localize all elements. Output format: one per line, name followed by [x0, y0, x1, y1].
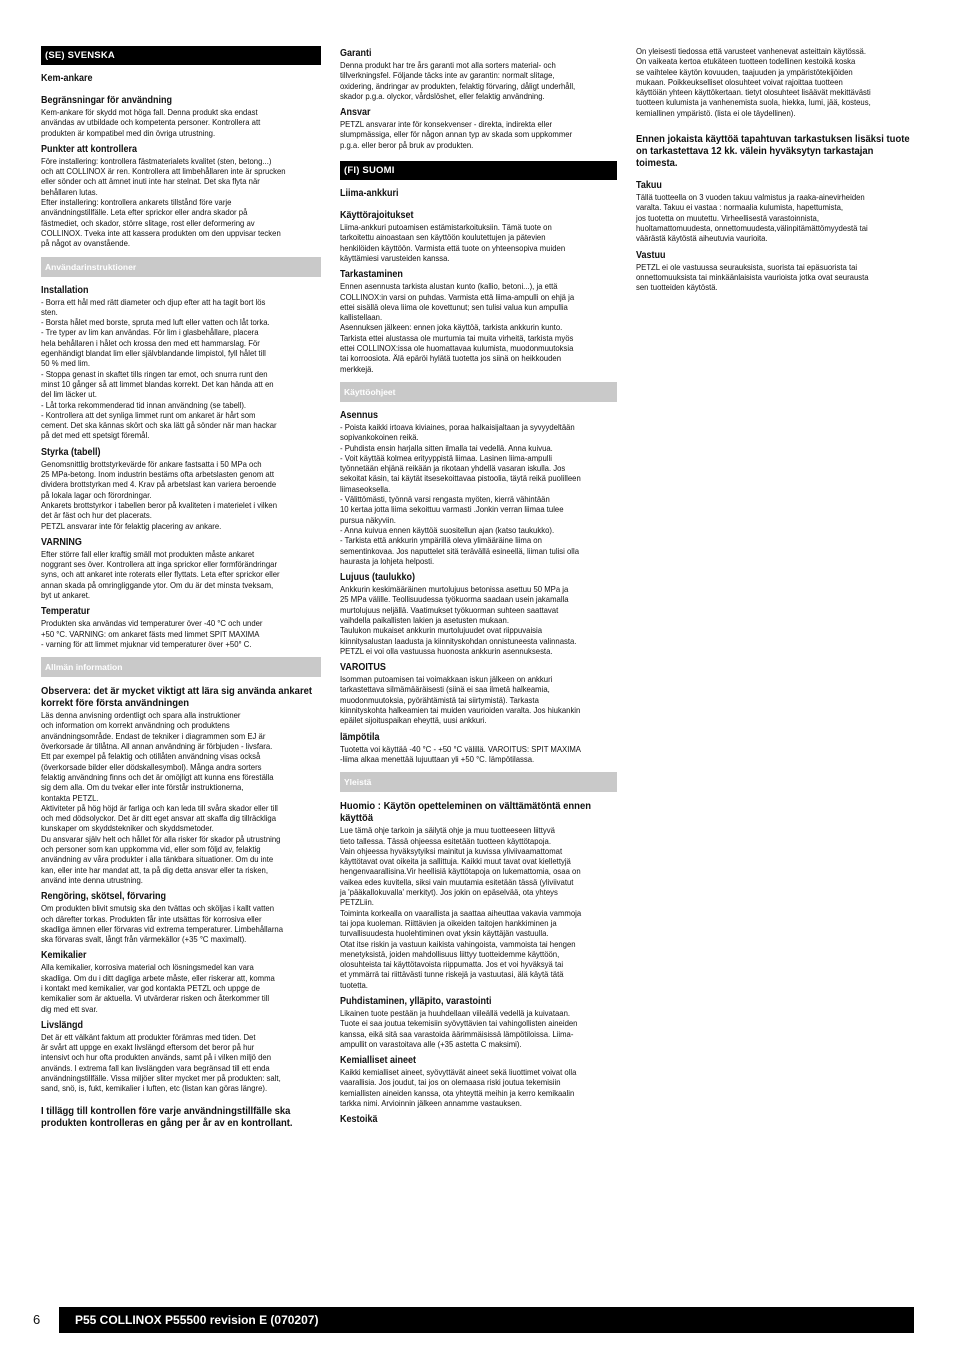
warning-heading-se: VARNING	[41, 536, 82, 548]
section-bar-instructions-se: Användarinstruktioner	[41, 257, 321, 277]
annual-check-heading-fi: Ennen jokaista käyttöä tapahtuvan tarkastuksen lisäksi tuote on tarkastettava 12 kk. välein hyväksytyn tarkastajan toimesta.	[636, 133, 910, 170]
chemicals-text-fi: Kaikki kemialliset aineet, syövyttävät aineet sekä liuottimet voivat olla vaarallisia. Jos joudut, tai jos on olemaasa riski joutua tekemisiin kemiallisten aineiden kanssa, ota yhteyttä meihin ja kerro kemikaalin tarkka nimi. Arvioinnin jälkeen annamme vastauksen.	[340, 1067, 577, 1109]
warranty-text-se: Denna produkt har tre års garanti mot alla sorters material- och tillverkningsfel. Följande täcks inte av garantin: normalt slitage, oxidering, ändringar av produkten, felaktig förvaring, dåligt underhåll, skador p.g.a. olyckor, vårdslöshet, eller felaktig användning.	[340, 60, 576, 101]
limits-text-fi: Liima-ankkuri putoamisen estämistarkoituksiin. Tämä tuote on tarkoitettu ainoastaan sen käyttöön koulutettujen ja pätevien henkilöiden käyttöön. Varmista että tuote on yhteensopiva muiden käyttämiesi varusteiden kanssa.	[340, 222, 566, 263]
responsibility-text-se: PETZL ansvarar inte för konsekvenser - direkta, indirekta eller slumpmässiga, eller för någon annan typ av skada som uppkommer p.g.a. eller beror på bruk av produkten.	[340, 119, 573, 150]
lifetime-heading-se: Livslängd	[41, 1019, 84, 1031]
section-bar-general-se: Allmän information	[41, 657, 321, 677]
section-bar-general-fi: Yleistä	[340, 772, 617, 792]
important-heading-se: Observera: det är mycket viktigt att lära sig använda ankaret korrekt före första användningen	[41, 685, 313, 710]
cleaning-heading-se: Rengöring, skötsel, förvaring	[41, 891, 167, 903]
limits-heading-se: Begränsningar för användning	[41, 95, 173, 106]
install-text-fi: - Poista kaikki irtoava kiviaines, poraa halkaisijaltaan ja syvyydeltään sopivankokoinen reikä. - Puhdista ensin harjalla sitten ilmalla tai vedellä. Anna kuivua. - Voit käyttää kolmea erityyppistä liimaa. Lasinen liima-ampulli työnnetään ehjänä reikään ja rikotaan yhdellä vasaran iskulla. Jos sekoitat käsin, tai käytät itsesekoittavaa pistoolia, täytä reikä puolilleen liimaseoksella. - Välittömästi, työnnä varsi rengasta myöten, kierrä vähintään 10 kertaa jotta liima sekoittuu varmasti .Jonkin verran liimaa tulee pursua näkyviin. - Anna kuivua ennen käyttöä suositellun ajan (katso taukukko). - Tarkista että ankkurin ympärillä oleva ylimääräine liima on sementinkovaa. Jos naputtelet sitä terävällä esineellä, liiman tulisi olla haurasta ja lohjeta helposti.	[340, 421, 581, 566]
lifetime-heading-fi: Kestoikä	[340, 1114, 378, 1126]
warranty-heading-fi: Takuu	[636, 180, 662, 192]
check-text-fi: Ennen asennusta tarkista alustan kunto (kallio, betoni...), ja että COLLINOX:in varsi on puhdas. Varmista että liima-ampulli on ehjä ja ettei sisällä oleva liima ole kovettunut; sen tulisi valua kun ampullia kallistellaan. Asennuksen jälkeen: ennen joka käyttöä, tarkista ankkurin kunto. Tarkista ettei alustassa ole murtumia tai muita virheitä, tarkista myös ettei COLLINOX:issa ole huomattavaa kulumista, muodonmuutoksia tai korroosiota. Älä epäröi hylätä tuotetta jos siinä on heikkouden merkkejä.	[340, 281, 575, 374]
cleaning-text-se: Om produkten blivit smutsig ska den tvättas och sköljas i kallt vatten och därefter torkas. Produkten får inte utsättas för korrosiva eller skadliga ämnen eller förvaras vid extrema temperaturer. Limbehållarna ska förvaras svalt, långt från värmekällor (+35 °C maximalt).	[41, 903, 284, 945]
chemicals-heading-se: Kemikalier	[41, 950, 87, 962]
cleaning-heading-fi: Puhdistaminen, ylläpito, varastointi	[340, 996, 492, 1007]
strength-text-se: Genomsnittlig brottstyrkevärde för ankare fastsatta i 50 MPa och 25 MPa-betong. Inom industrin bestäms ofta arbetslasten genom att dividera brottstyrkan med 4. Krav på arbetslast kan variera beroende på lokala lagar och förordningar. Ankarets brottstyrkor i tabellen beror på kvaliteten i materielet i vilken det är fäst och hur det placerats. PETZL ansvarar inte för felaktig placering av ankare.	[41, 458, 278, 531]
column-middle	[340, 46, 617, 1126]
important-text-se: Läs denna anvisning ordentligt och spara alla instruktioner och information om korrekt användning och produktens användningsområde. Endast de tekniker i diagrammen som EJ är överkorsade är tillåtna. All annan användning är förbjuden - livsfara. Ett par exempel på felaktig och otillåten användning visas också (överkorsade bilder eller dödskallesymbol). Många andra sorters felaktig användning finns och det är omöjligt att kunna ens föreställa sig dem alla. Om du tvekar eller inte förstår instruktionerna, kontakta PETZL. Aktiviteter på hög höjd är farliga och kan leda till svåra skador eller till och med dödsolyckor. Det är ditt eget ansvar att skaffa dig tillräckliga kunskaper om skyddstekniker och skyddsmetoder. Du ansvarar själv helt och hållet för alla risker för skador på utrustning och personer som kan uppkomma vid, eller som följd av, felaktig användning av våra produkter i alla tänkbara situationer. Om du inte kan, eller inte har mandat att, ta på dig detta ansvar eller ta risken, använd inte denna utrustning.	[41, 710, 281, 885]
footer-title-bar: P55 COLLINOX P55500 revision E (070207)	[59, 1307, 914, 1333]
temperature-heading-se: Temperatur	[41, 606, 90, 618]
strength-text-fi: Ankkurin keskimääräinen murtolujuus betonissa asettuu 50 MPa ja 25 MPa välille. Teollisuudessa työkuorma saadaan usein jakamalla murtolujuus neljällä. Vaatimukset työkuorman suhteen saattavat vaihdella paikallisten lakien ja asetusten mukaan. Taulukon mukaiset ankkurin murtolujuudet ovat riippuvaisia kiinnitysalustan laadusta ja kiinnityskohdan onnistuneesta valinnasta. PETZL ei voi olla vastuussa huonosta ankkurin asennuksesta.	[340, 584, 577, 656]
limits-heading-fi: Käyttörajoitukset	[340, 210, 414, 222]
temperature-text-se: Produkten ska användas vid temperaturer över -40 °C och under +50 °C. VARNING: om ankaret fästs med limmet SPIT MAXIMA - varning för att limmet mjuknar vid temperaturer över +50° C.	[41, 618, 263, 649]
language-header-se: (SE) SVENSKA	[41, 46, 321, 65]
important-text-fi: Lue tämä ohje tarkoin ja säilytä ohje ja muu tuotteeseen liittyvä tieto tallessa. Tässä ohjeessa esitetään tuotteen käyttötapoja. Vain ohjeessa hyväksytyiksi mainitut ja kuvissa yliviivaamattomat käyttötavat ovat oikeita ja sallittuja. Kaikki muut tavat ovat kiellettyjä hengenvaarallisina.Vir heellisiä käyttötapoja on lukemattomia, osaa on vaikea edes kuvitella, siksi vain muutamia esitetään tässä (yliviivatut ja 'pääkallokuvalla' merkityt). Jos jokin on epäselvää, ota yhteys PETZLiin. Toiminta korkealla on vaarallista ja saattaa aiheuttaa vakavia vammoja tai jopa kuoleman. Riittävien ja oikeiden taitojen hankkiminen ja turvallisuudesta huolehtiminen ovat yksin käyttäjän vastuulla. Otat itse riskin ja vastuun kaikista vahingoista, vammoista tai hengen menetyksistä, joiden mahdollisuus liittyy tuotteidemme käyttöön, olosuhteista tai käyttötavoista riippumatta. Jos et voi hyväksyä tai et ymmärrä tai riittävästi tunne riskejä ja vastuutasi, älä käytä tätä tuotetta.	[340, 825, 582, 990]
responsibility-heading-se: Ansvar	[340, 107, 371, 119]
install-heading-fi: Asennus	[340, 409, 379, 421]
product-name-fi: Liima-ankkuri	[340, 188, 399, 200]
strength-heading-se: Styrka (tabell)	[41, 446, 101, 458]
check-heading-se: Punkter att kontrollera	[41, 143, 138, 155]
strength-heading-fi: Lujuus (taulukko)	[340, 572, 416, 584]
temperature-text-fi: Tuotetta voi käyttää -40 °C - +50 °C välillä. VAROITUS: SPIT MAXIMA -liima alkaa menettää lujuuttaan yli +50 °C. lämpötilassa.	[340, 743, 581, 764]
section-bar-instructions-fi: Käyttöohjeet	[340, 382, 617, 402]
column-swedish	[41, 46, 321, 1130]
warranty-text-fi: Tällä tuotteella on 3 vuoden takuu valmistus ja raaka-ainevirheiden varalta. Takuu ei vastaa : normaalia kulumista, hapettumista, jos tuotetta on muutettu. Virheellisestä varastoinnista, huoltamattomuudesta, onnettomuudesta,välinpitämättömyydestä tai väärästä käytöstä aiheutuvia vaurioita.	[636, 192, 868, 244]
check-heading-fi: Tarkastaminen	[340, 269, 403, 281]
column-right	[636, 46, 914, 293]
warranty-heading-se: Garanti	[340, 48, 372, 59]
important-heading-fi: Huomio : Käytön opetteleminen on välttämätöntä ennen käyttöä	[340, 800, 591, 825]
warning-text-fi: Isomman putoamisen tai voimakkaan iskun jälkeen on ankkuri tarkastettava silmämääräisesti (siinä ei saa ilmetä halkeamia, muodonmuutoksia, pyörähtämistä tai siirtymistä). Tarkasta kiinnityskohta halkeamien tai muiden vaurioiden varalta. Jos hiukankin epäilet sijoituspaikan eheyttä, uusi ankkuri.	[340, 674, 581, 726]
warning-text-se: Efter större fall eller kraftig smäll mot produkten måste ankaret noggrant ses över. Kontrollera att inga sprickor eller formförändringar syns, och att ankaret inte roterats eller flyttats. Leta efter sprickor eller annan skada på omringliggande ytor. Om du är det minsta tveksam, byt ut ankaret.	[41, 548, 280, 600]
page-number: 6	[33, 1312, 41, 1327]
install-text-se: - Borra ett hål med rätt diameter och djup efter att ha tagit bort lös sten. - Borsta hålet med borste, spruta med luft eller vatten och låt torka. - Tre typer av lim kan användas. För lim i glasbehållare, placera hela behållaren i hålet och krossa den med ett hammarslag. För egenhändigt blandat lim eller självblandande limpistol, fyll hålet till 50 % med lim. - Stoppa genast in skaftet tills ringen tar emot, och snurra runt den minst 10 gånger så att limmet blandas korrekt. Det kan hända att en del lim läcker ut. - Låt torka rekommenderad tid innan användning (se tabell). - Kontrollera att det synliga limmet runt om ankaret är hårt som cement. Det ska kännas skört och ska lätt gå sönder när man hackar på det med ett spetsigt föremål.	[41, 296, 277, 441]
lifetime-text-fi: On yleisesti tiedossa että varusteet vanhenevat asteittain käytössä. On vaikeata kertoa etukäteen tuotteen todellinen kestoikä koska se vaihtelee käytön kovuuden, taajuuden ja ympäristötekijöiden mukaan. Poikkeukselliset olosuhteet voivat rajoittaa tuotteen käyttöiän yhteen käyttökertaan. tietyt olosuhteet lisäävät mekittävästi tuotteen kulumista ja vanhenemista suola, hiekka, lumi, jää, kosteus, kemiallinen ympäristö. (lista ei ole täydellinen).	[636, 46, 871, 118]
cleaning-text-fi: Likainen tuote pestään ja huuhdellaan viileällä vedellä ja kuivataan. Tuote ei saa joutua tekemisiin syövyttävien tai vahingollisten aineiden kanssa, eikä sitä saa varastoida äärimmäisissä lämpötiloissa. Liima- ampullit on varastoitava alle (+35 astetta C maksimi).	[340, 1008, 578, 1049]
responsibility-heading-fi: Vastuu	[636, 249, 666, 261]
product-name-se: Kem-ankare	[41, 73, 93, 84]
install-heading-se: Installation	[41, 284, 89, 296]
language-header-fi: (FI) SUOMI	[340, 161, 617, 180]
check-text-se: Före installering: kontrollera fästmaterialets kvalitet (sten, betong...) och att COLLINOX är ren. Kontrollera att limbehållaren inte är sprucken eller sönder och att ämnet inuti inte har stelnat. Det ska flyta när behållaren lutas. Efter installering: kontrollera ankarets tillstånd före varje användningstillfälle. Leta efter sprickor eller andra skador på fästmediet, och skador, större slitage, rost eller deformering av COLLINOX. Tveka inte att kassera produkten om den uppvisar tecken på något av ovanstående.	[41, 155, 286, 249]
warning-heading-fi: VAROITUS	[340, 662, 386, 674]
annual-check-heading-se: I tillägg till kontrollen före varje användningstillfälle ska produkten kontrolleras en gång per år av en kontrollant.	[41, 1104, 293, 1129]
lifetime-text-se: Det är ett välkänt faktum att produkter förämras med tiden. Det är svårt att uppge en exakt livslängd eftersom det beror på hur intensivt och hur ofta produkten används, samt på i vilken miljö den används. I extrema fall kan livslängden vara begränsad till ett enda användningstillfälle. Vissa miljöer sliter mycket mer på produkten: salt, sand, snö, is, fukt, kemikalier i luften, etc (listan kan göras längre).	[41, 1031, 281, 1094]
responsibility-text-fi: PETZL ei ole vastuussa seurauksista, suorista tai epäsuorista tai onnettomuuksista tai minkäänlaisista vaurioista jotka ovat seurausta sen tuotteiden käytöstä.	[636, 261, 869, 293]
temperature-heading-fi: lämpötila	[340, 731, 380, 743]
limits-text-se: Kem-ankare för skydd mot höga fall. Denna produkt ska endast användas av utbildade och kompetenta personer. Kontrollera att produkten är kompatibel med din övriga utrustning.	[41, 107, 261, 138]
chemicals-text-se: Alla kemikalier, korrosiva material och lösningsmedel kan vara skadliga. Om du i ditt dagliga arbete måste, eller riskerar att, komma i kontakt med kemikalier, var god kontakta PETZL och uppge de kemikalier som är aktuella. Vi utvärderar risken och återkommer till dig med ett svar.	[41, 962, 275, 1014]
chemicals-heading-fi: Kemialliset aineet	[340, 1055, 417, 1067]
